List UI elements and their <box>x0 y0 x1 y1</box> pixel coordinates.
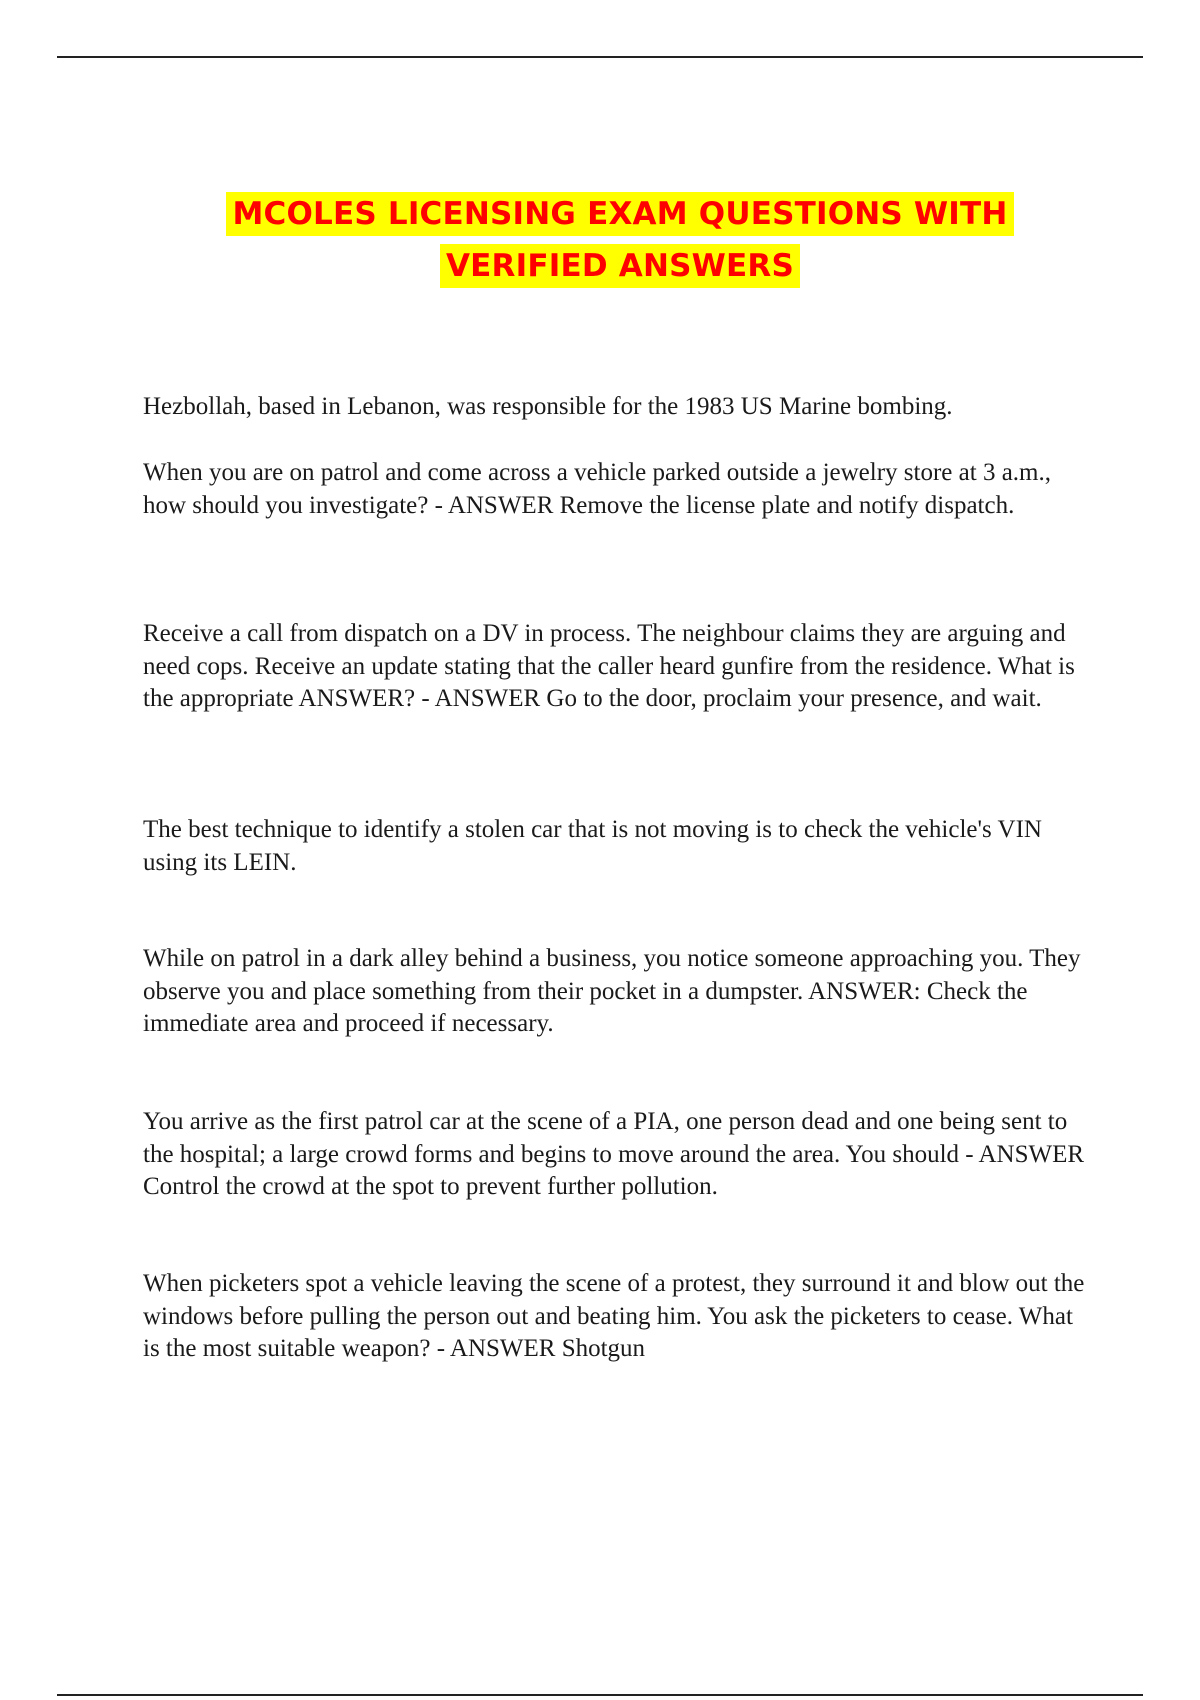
header-rule <box>57 56 1143 58</box>
footer-rule <box>57 1694 1143 1696</box>
qa-item-2: When you are on patrol and come across a vehicle parked outside a jewelry store at 3 a.m., how should you investigate? - ANSWER Remove the license plate and notify dispatch. <box>143 459 1051 519</box>
title-line-2: VERIFIED ANSWERS <box>440 244 800 288</box>
title-line-1: MCOLES LICENSING EXAM QUESTIONS WITH <box>226 192 1013 236</box>
qa-item-6: You arrive as the first patrol car at the scene of a PIA, one person dead and one being sent to the hospital; a large crowd forms and begins to move around the area. You should - ANSWER Control the crowd at the spot to prevent further pollution. <box>143 1108 1085 1200</box>
qa-item-3: Receive a call from dispatch on a DV in process. The neighbour claims they are arguing and need cops. Receive an update stating that the caller heard gunfire from the residence. What is the appropriate ANSWER? - ANSWER Go to the door, proclaim your presence, and wait. <box>143 620 1075 712</box>
document-title <box>0 192 1200 288</box>
qa-item-1: Hezbollah, based in Lebanon, was responsible for the 1983 US Marine bombing. <box>143 393 953 420</box>
qa-item-4: The best technique to identify a stolen car that is not moving is to check the vehicle's VIN using its LEIN. <box>143 816 1042 876</box>
qa-item-7: When picketers spot a vehicle leaving the scene of a protest, they surround it and blow out the windows before pulling the person out and beating him. You ask the picketers to cease. What is the most suitable weapon? - ANSWER Shotgun <box>143 1270 1085 1362</box>
qa-item-5: While on patrol in a dark alley behind a business, you notice someone approaching you. They observe you and place something from their pocket in a dumpster. ANSWER: Check the immediate area and proceed if necessary. <box>143 945 1081 1037</box>
